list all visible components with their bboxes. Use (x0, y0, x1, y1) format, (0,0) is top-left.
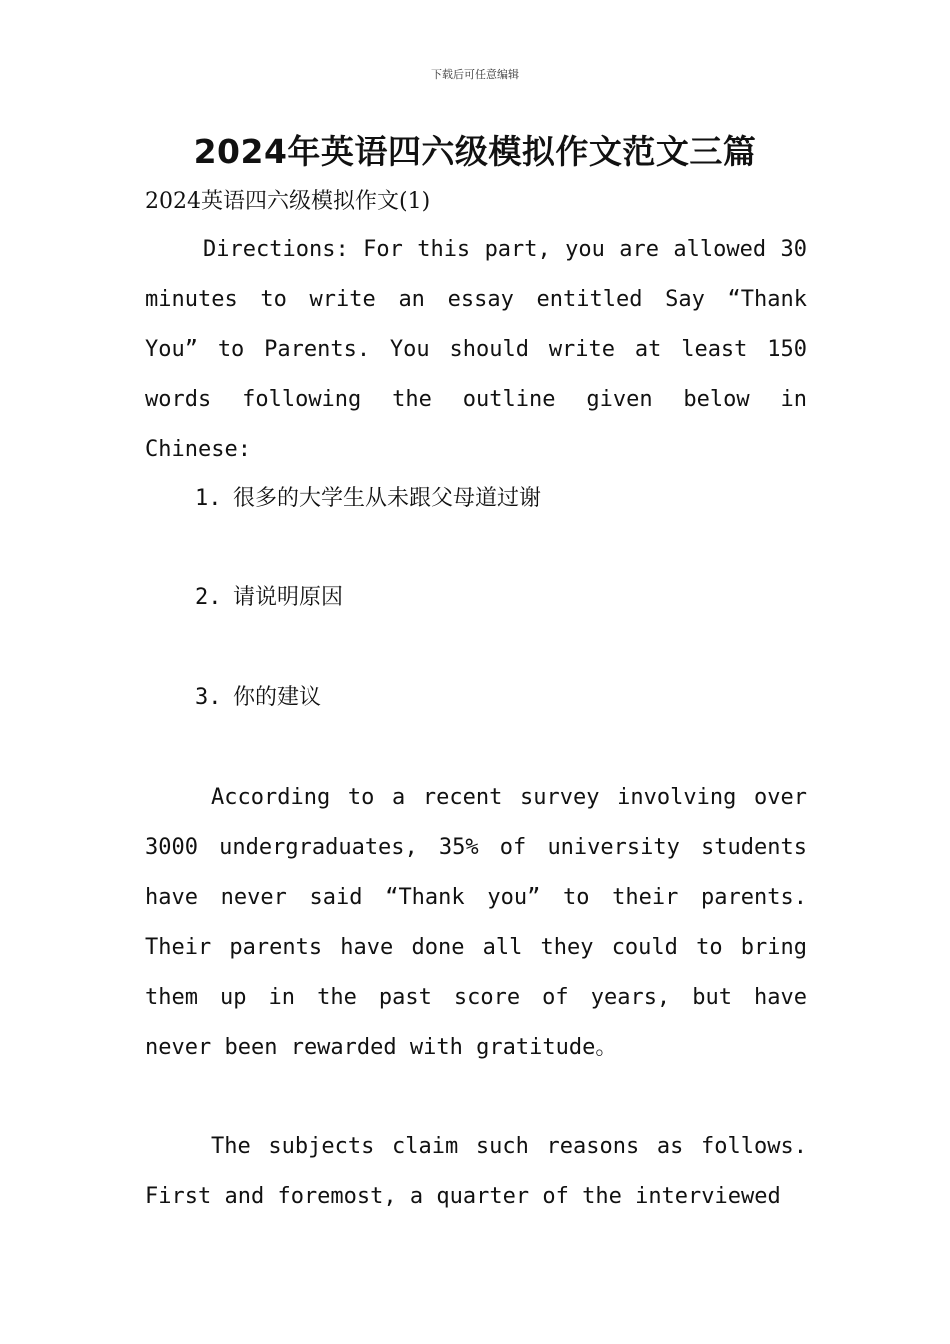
outline-item (195, 474, 541, 524)
outline-item-text: 你的建议 (233, 685, 322, 710)
directions-paragraph: Directions: For this part, you are allowed 30 minutes to write an essay entitled Say “Thank You” to Parents. You should write at least 150 words following the outline given below in Chinese: (145, 237, 807, 462)
essay-paragraph: According to a recent survey involving over 3000 undergraduates, 35% of university students have never said “Thank you” to their parents. Their parents have done all they could to bring them up in the past score of years, but have never been rewarded with gratitude。 (145, 785, 807, 1060)
section-heading: 2024英语四六级模拟作文(1) (145, 189, 431, 214)
document-title: 2024年英语四六级模拟作文范文三篇 (193, 132, 757, 171)
outline-item-number: 1. (195, 486, 222, 511)
outline-item-text: 很多的大学生从未跟父母道过谢 (233, 486, 542, 511)
page-header-note: 下载后可任意编辑 (431, 68, 519, 81)
outline-item (195, 573, 343, 623)
outline-item-number: 2. (195, 585, 222, 610)
outline-item (195, 673, 321, 723)
outline-item-number: 3. (195, 685, 222, 710)
essay-paragraph: The subjects claim such reasons as follows. First and foremost, a quarter of the interviewed (145, 1134, 807, 1209)
outline-item-text: 请说明原因 (233, 585, 344, 610)
